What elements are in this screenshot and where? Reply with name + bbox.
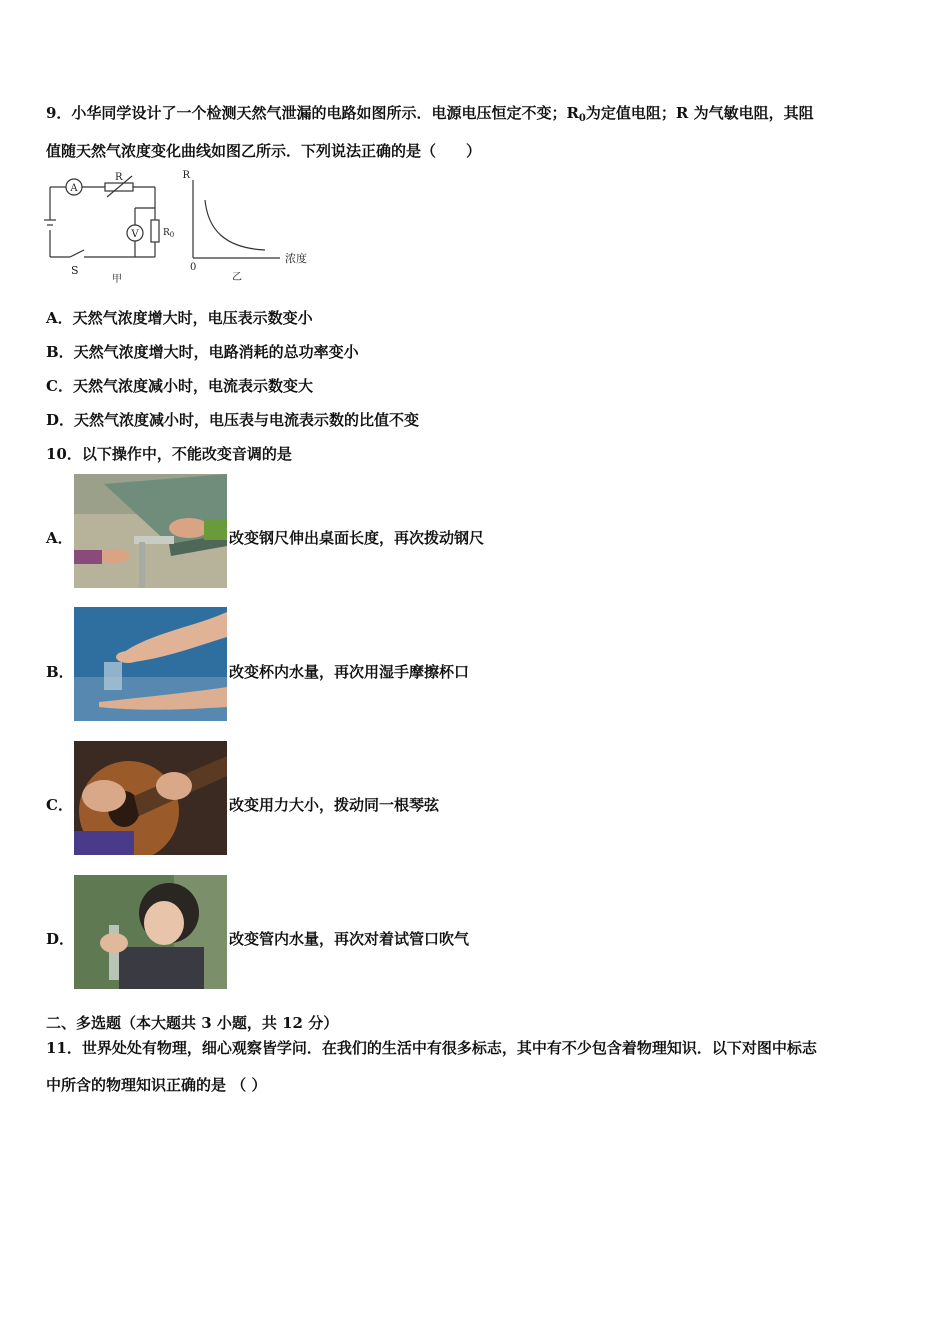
test-tube-blowing-photo [74, 875, 227, 989]
q10-option-b-label: B． [46, 663, 74, 681]
q10-option-c-text: 改变用力大小，拨动同一根琴弦 [229, 796, 440, 814]
q10-option-a-text: 改变钢尺伸出桌面长度，再次拨动钢尺 [229, 529, 485, 547]
q10-option-d-label: D． [46, 930, 75, 948]
q9-stem-line1: 9．小华同学设计了一个检测天然气泄漏的电路如图所示．电源电压恒定不变；$R_0$为定值电阻；R 为气敏电阻，其阻 [46, 104, 814, 124]
graph-x-label: 浓度 [285, 252, 307, 265]
q9-option-c: C．天然气浓度减小时，电流表示数变大 [46, 377, 313, 395]
section2-heading: 二、多选题（本大题共 3 小题，共 12 分） [46, 1014, 339, 1032]
guitar-plucking-photo [74, 741, 227, 855]
voltmeter-label: V [131, 229, 139, 240]
q11-stem-line1: 11．世界处处有物理，细心观察皆学问．在我们的生活中有很多标志，其中有不少包含着物理知识．以下对图中标志 [46, 1039, 817, 1057]
steel-ruler-photo [74, 474, 227, 588]
glass-rubbing-photo [74, 607, 227, 721]
q10-option-a-label: A． [46, 529, 73, 547]
graph-y-label: R [182, 170, 190, 181]
q9-option-a: A．天然气浓度增大时，电压表示数变小 [46, 309, 313, 327]
resistor-r-label: R [115, 172, 123, 183]
caption-jia: 甲 [112, 274, 122, 285]
q9-option-d: D．天然气浓度减小时，电压表与电流表示数的比值不变 [46, 411, 420, 429]
q10-stem: 10．以下操作中，不能改变音调的是 [46, 445, 292, 463]
ammeter-label: A [70, 183, 78, 194]
q9-option-b: B．天然气浓度增大时，电路消耗的总功率变小 [46, 343, 359, 361]
q9-stem-line2: 值随天然气浓度变化曲线如图乙所示．下列说法正确的是（ ） [46, 142, 482, 160]
resistor-r0-label: $R_0$ [163, 228, 175, 239]
q10-option-c-label: C． [46, 796, 73, 814]
fixed-resistor [151, 220, 159, 242]
q10-option-d-text: 改变管内水量，再次对着试管口吹气 [229, 930, 470, 948]
graph-origin: 0 [190, 262, 197, 273]
q9-figure [40, 170, 330, 285]
switch-label: S [71, 264, 79, 277]
q10-option-b-text: 改变杯内水量，再次用湿手摩擦杯口 [229, 663, 470, 681]
caption-yi: 乙 [232, 272, 242, 283]
q11-stem-line2: 中所含的物理知识正确的是 （ ） [46, 1076, 267, 1094]
